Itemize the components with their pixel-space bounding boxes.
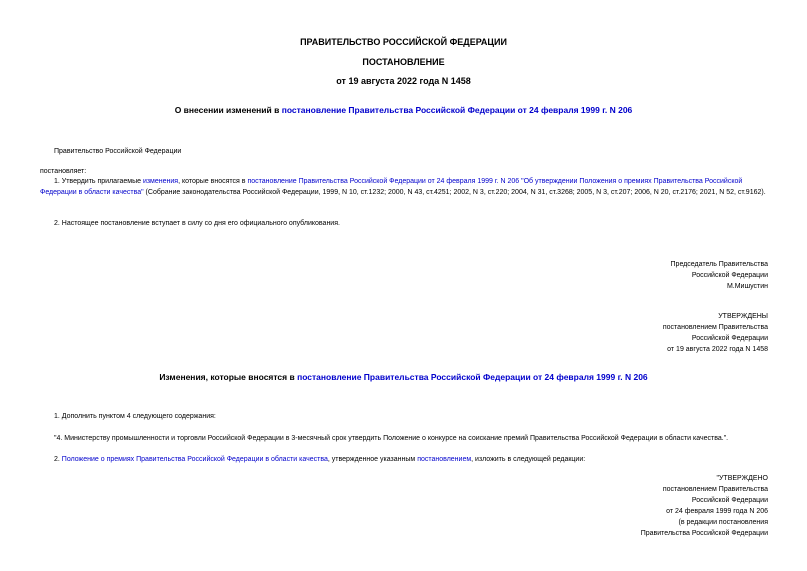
change-2-text: , утвержденное указанным — [327, 456, 418, 463]
approved-line-4: от 19 августа 2022 года N 1458 — [667, 346, 768, 353]
approved-2-line-6: Правительства Российской Федерации — [640, 530, 768, 537]
approved-2-block — [641, 473, 768, 539]
item-1-number: 1. Утвердить прилагаемые — [54, 178, 143, 185]
change-1-text: "4. Министерству промышленности и торговли Российской Федерации в 3-месячный срок утвердить Положение о конкурсе на соискание премий Правительства Российской Федерации в области качества.". — [54, 435, 729, 442]
government-heading: ПРАВИТЕЛЬСТВО РОССИЙСКОЙ ФЕДЕРАЦИИ — [300, 37, 507, 47]
item-1-link-resolution[interactable]: постановление Правительства Российской Федерации от 24 февраля 1999 г. N 206 "Об утверждении Положения о премиях Правительства Российской Федерации в области качества" — [40, 178, 743, 196]
approved-2-line-5: (в редакции постановления — [678, 519, 768, 526]
change-2-link-regulation[interactable]: Положение о премиях — [61, 456, 135, 463]
item-1-sources: (Собрание законодательства Российской Федерации, 1999, N 10, ст.1232; 2000, N 43, ст.4251; 2002, N 3, ст.220; 2004, N 31, ст.3268; 2005, N 3, ст.207; 2006, N 20, ст.2176; 2021, N 52, ст.9162). — [143, 189, 766, 196]
change-2-link-government[interactable]: Правительства Российской Федерации в области качества — [136, 456, 328, 463]
change-2-number: 2. — [54, 456, 62, 463]
date-number-heading: от 19 августа 2022 года N 1458 — [336, 76, 471, 86]
approved-2-line-4: от 24 февраля 1999 года N 206 — [666, 508, 768, 515]
document-title — [0, 105, 807, 115]
changes-title-link[interactable]: постановление Правительства Российской Федерации от 24 февраля 1999 г. N 206 — [297, 372, 648, 382]
approved-2-line-1: "УТВЕРЖДЕНО — [716, 475, 768, 482]
change-2-paragraph — [54, 454, 585, 465]
item-1-text: , которые вносятся в — [178, 178, 248, 185]
item-2-paragraph: 2. Настоящее постановление вступает в силу со дня его официального опубликования. — [54, 220, 340, 227]
title-link[interactable]: постановление Правительства Российской Федерации от 24 февраля 1999 г. N 206 — [281, 105, 633, 115]
signature-line-2: Российской Федерации — [691, 272, 768, 279]
intro-government: Правительство Российской Федерации — [54, 148, 182, 155]
approved-line-3: Российской Федерации — [691, 335, 768, 342]
change-2-link-resolution[interactable]: постановлением — [417, 456, 472, 463]
approved-2-line-3: Российской Федерации — [691, 497, 768, 504]
approved-block — [663, 311, 768, 355]
signature-line-1: Председатель Правительства — [670, 261, 768, 268]
changes-title-prefix: Изменения, которые вносятся в — [159, 372, 298, 382]
item-1-link-changes[interactable]: изменения — [142, 178, 179, 185]
approved-2-line-2: постановлением Правительства — [662, 486, 768, 493]
change-1-intro: 1. Дополнить пунктом 4 следующего содержания: — [54, 413, 216, 420]
signature-block — [671, 259, 768, 292]
signature-name: М.Мишустин — [726, 283, 768, 290]
doc-type-heading: ПОСТАНОВЛЕНИЕ — [362, 57, 445, 67]
approved-line-1: УТВЕРЖДЕНЫ — [718, 313, 768, 320]
changes-title — [0, 372, 807, 382]
intro-resolves: постановляет: — [40, 168, 87, 175]
change-2-text-end: , изложить в следующей редакции: — [471, 456, 586, 463]
item-1-paragraph — [40, 176, 775, 198]
approved-line-2: постановлением Правительства — [662, 324, 768, 331]
title-prefix: О внесении изменений в — [174, 105, 282, 115]
